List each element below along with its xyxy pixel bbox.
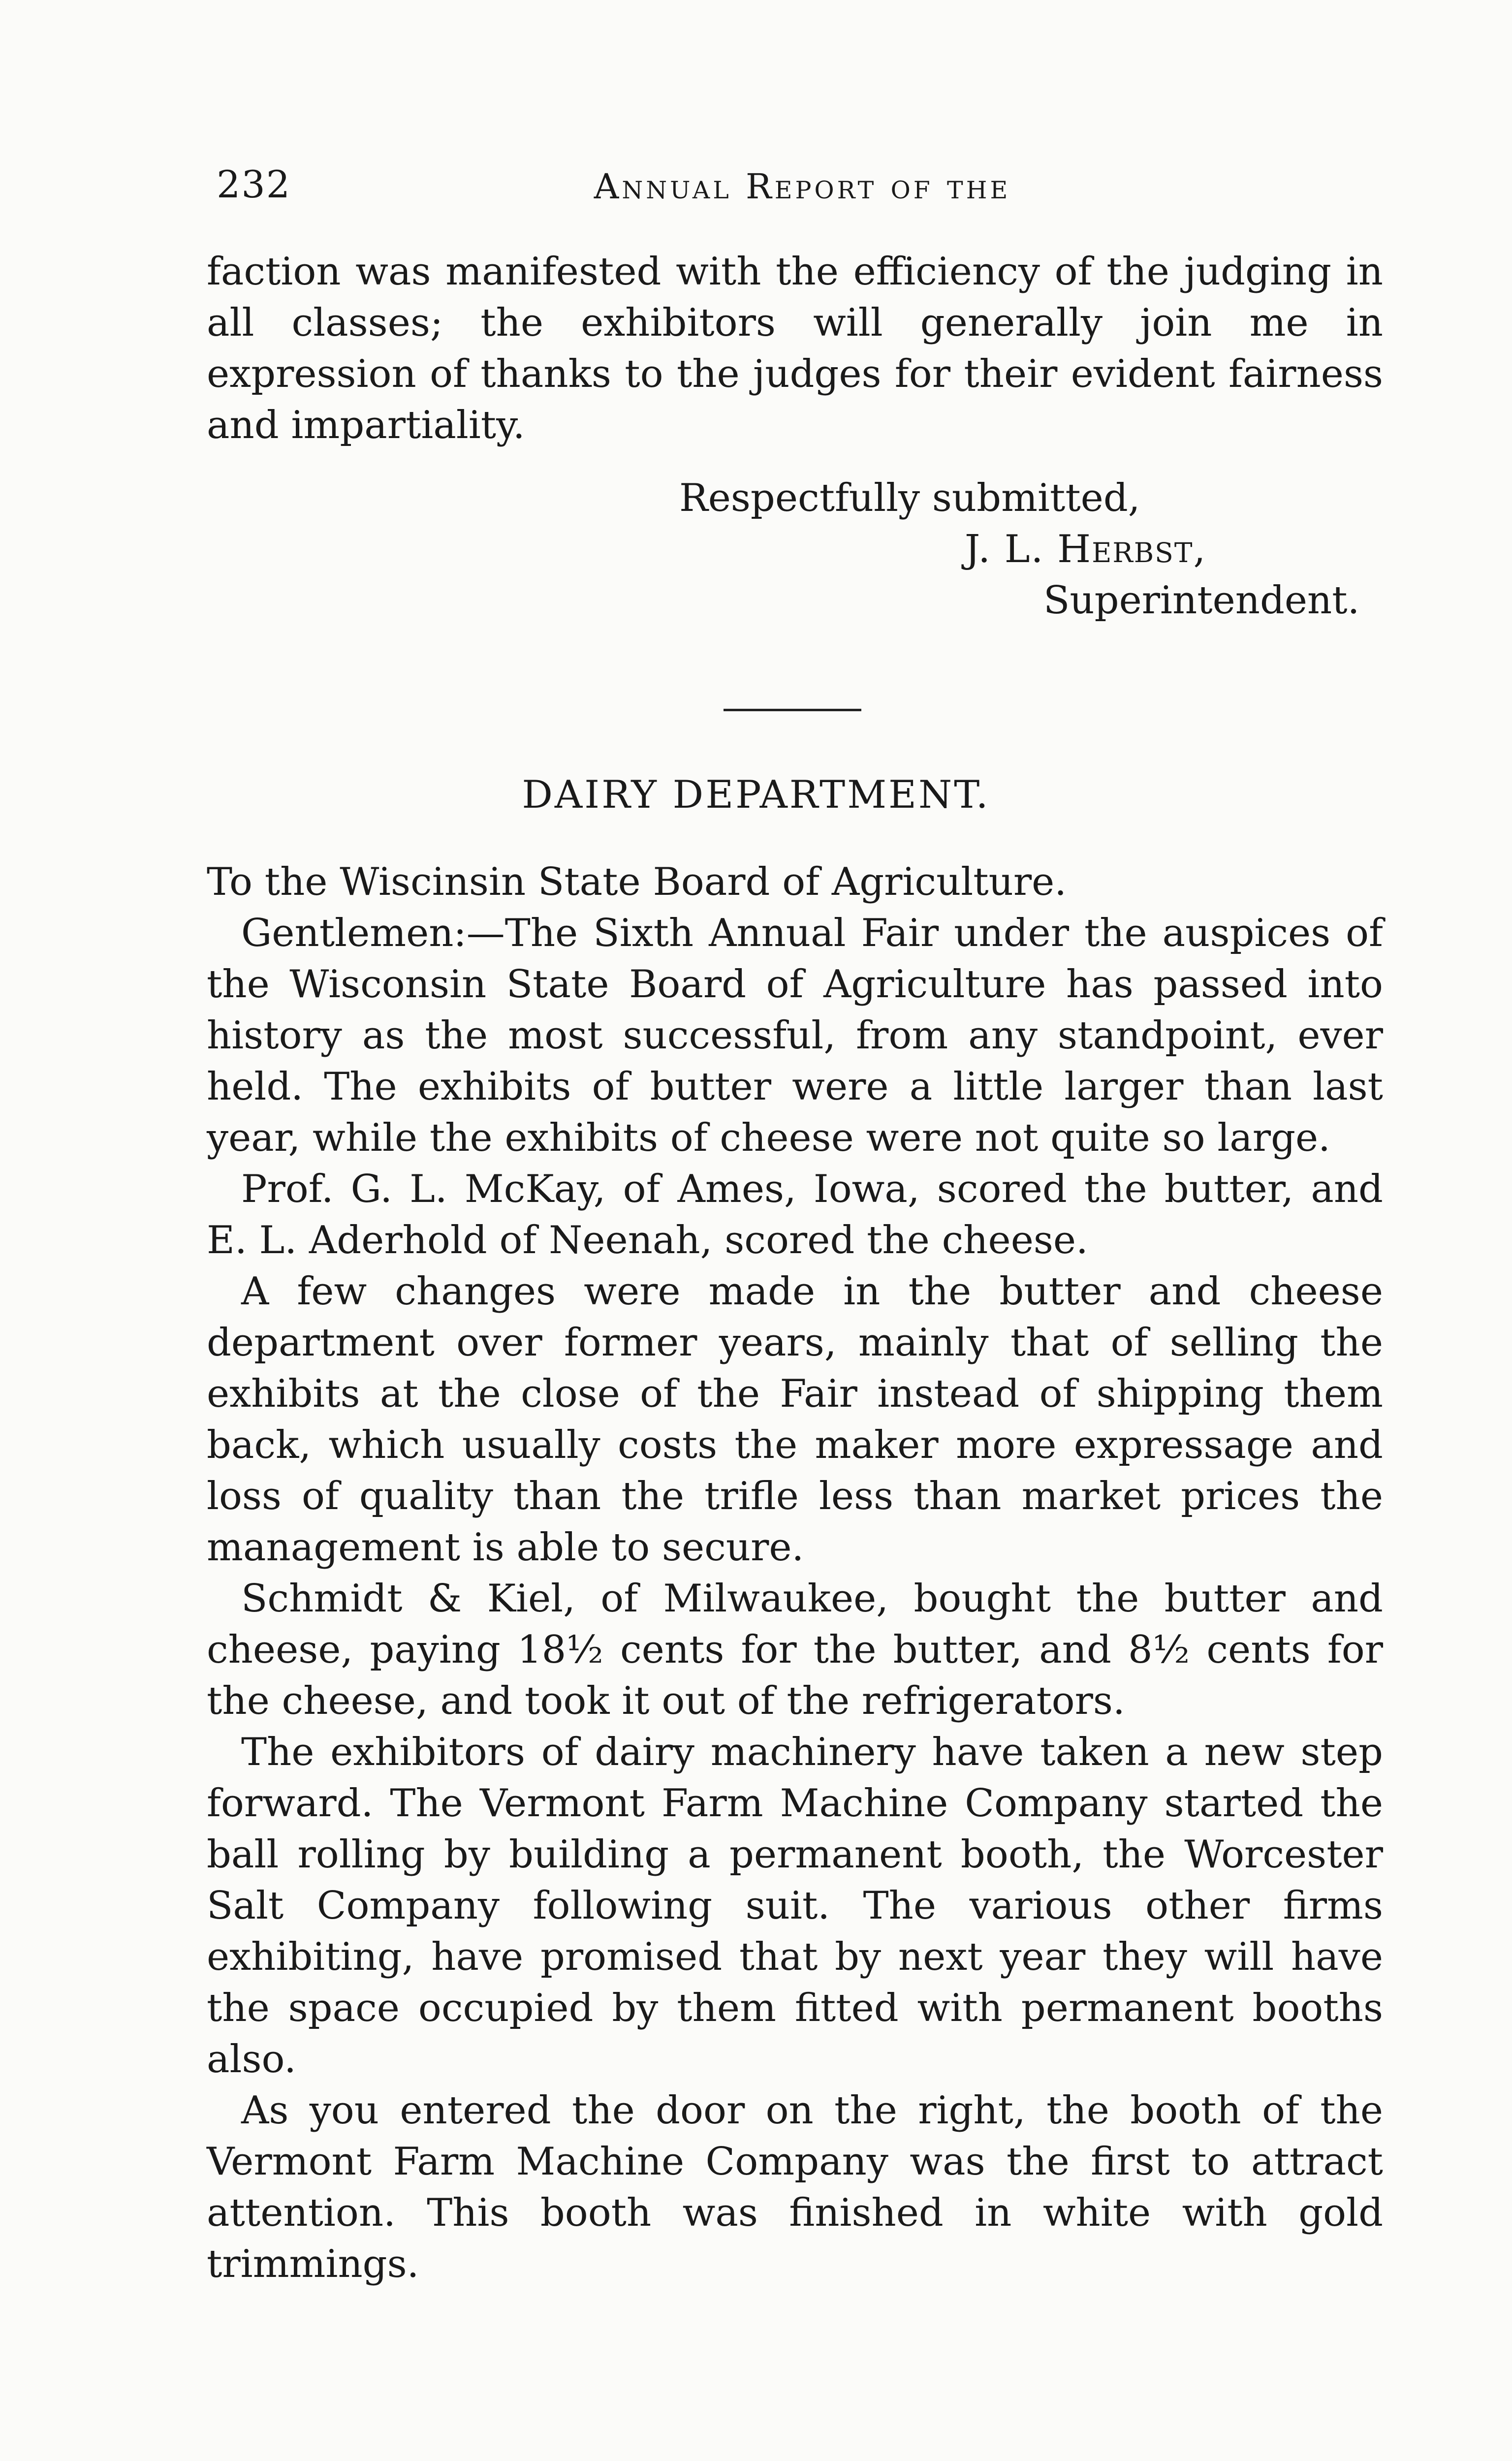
previous-section-closing	[207, 246, 1383, 451]
signer-name: J. L. Herbst,	[965, 527, 1207, 571]
section-body	[207, 856, 1383, 2290]
section-title: DAIRY DEPARTMENT.	[522, 773, 990, 817]
paragraph: As you entered the door on the right, the booth of the Vermont Farm Machine Company was the first to attract attention. This booth was finished in white with gold trimmings.	[207, 2088, 1383, 2286]
paragraph: Gentlemen:—The Sixth Annual Fair under the auspices of the Wisconsin State Board of Agriculture has passed into history as the most successful, from any standpoint, ever held. The exhibits of butter were a little larger than last year, while the exhibits of cheese were not quite so large.	[207, 911, 1383, 1160]
salutation: To the Wiscinsin State Board of Agriculture.	[207, 860, 1067, 904]
signer-title: Superintendent.	[1043, 578, 1360, 623]
page-number: 232	[217, 162, 291, 206]
section-divider	[724, 709, 861, 711]
signoff-line: Respectfully submitted,	[679, 476, 1140, 520]
running-head: Annual Report of the	[594, 166, 1011, 207]
paragraph: Prof. G. L. McKay, of Ames, Iowa, scored the butter, and E. L. Aderhold of Neenah, scored the cheese.	[207, 1167, 1383, 1262]
page-header	[217, 162, 1388, 217]
paragraph: A few changes were made in the butter and cheese department over former years, mainly that of selling the exhibits at the close of the Fair instead of shipping them back, which usually costs the maker more expressage and loss of quality than the trifle less than market prices the management is able to secure.	[207, 1269, 1383, 1570]
closing-paragraph: faction was manifested with the efficiency of the judging in all classes; the exhibitors will generally join me in expression of thanks to the judges for their evident fairness and impartiality.	[207, 250, 1383, 447]
paragraph: Schmidt & Kiel, of Milwaukee, bought the butter and cheese, paying 18½ cents for the butter, and 8½ cents for the cheese, and took it out of the refrigerators.	[207, 1577, 1383, 1723]
paragraph: The exhibitors of dairy machinery have taken a new step forward. The Vermont Farm Machine Company started the ball rolling by building a permanent booth, the Worcester Salt Company following suit. The various other firms exhibiting, have promised that by next year they will have the space occupied by them fitted with permanent booths also.	[207, 1730, 1383, 2082]
